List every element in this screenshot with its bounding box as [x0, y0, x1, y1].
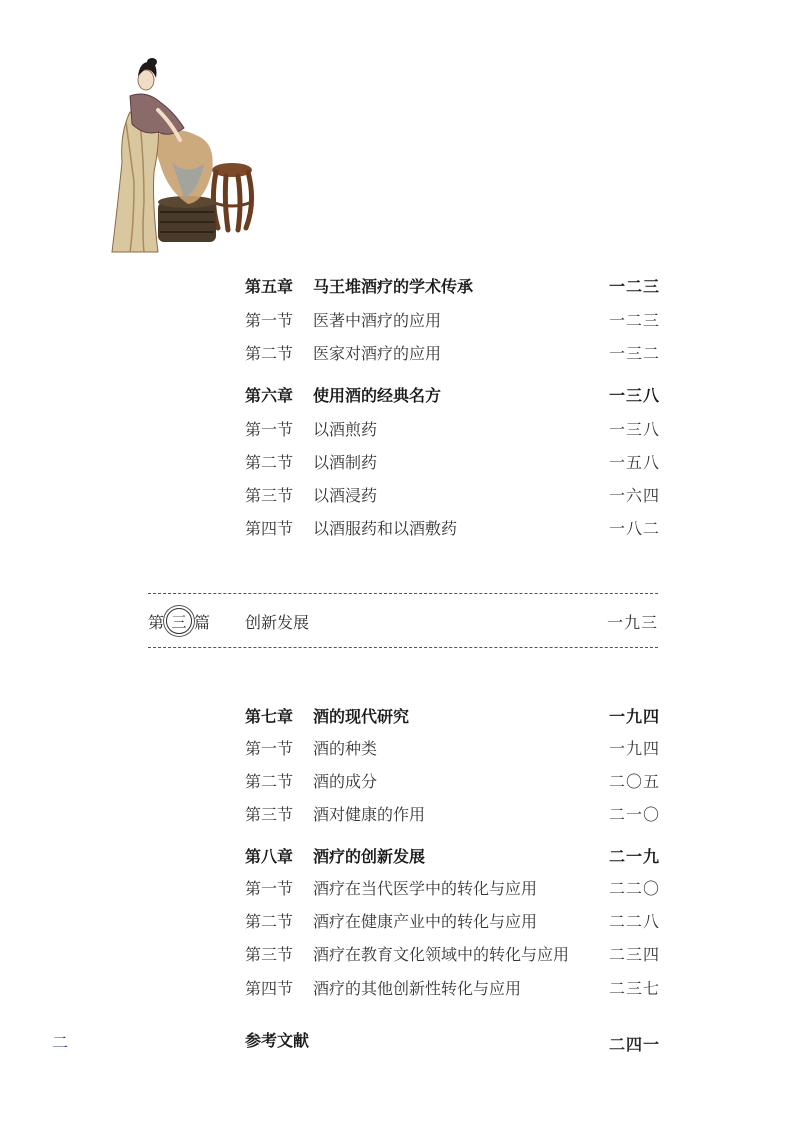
- chapter-title: 酒的现代研究: [313, 707, 410, 726]
- chapter-title: 酒疗的创新发展: [313, 847, 426, 866]
- page-number: 一二三: [608, 311, 660, 330]
- page-number: 一三二: [608, 344, 660, 363]
- divider-top: [148, 593, 658, 594]
- section-title: 酒疗在教育文化领域中的转化与应用: [313, 945, 570, 964]
- section-label: 第一节: [245, 739, 294, 758]
- toc-section[interactable]: [245, 737, 660, 761]
- section-title: 医著中酒疗的应用: [313, 311, 442, 330]
- section-label: 第四节: [245, 519, 294, 538]
- references-title[interactable]: 参考文献: [245, 1031, 310, 1050]
- lady-illustration: [100, 52, 260, 257]
- section-title: 酒的种类: [313, 739, 378, 758]
- toc-section[interactable]: [245, 770, 660, 794]
- page-number: 一九三: [606, 612, 658, 632]
- toc-section[interactable]: [245, 517, 660, 541]
- page-number: 一六四: [608, 486, 660, 505]
- toc-section[interactable]: [245, 484, 660, 508]
- part-title: 创新发展: [245, 612, 310, 632]
- chapter-title: 马王堆酒疗的学术传承: [313, 277, 474, 296]
- toc-chapter-6[interactable]: [245, 384, 660, 408]
- toc-section[interactable]: [245, 309, 660, 333]
- chapter-label: 第八章: [245, 847, 294, 866]
- divider-bottom: [148, 647, 658, 648]
- section-title: 医家对酒疗的应用: [313, 344, 442, 363]
- toc-section[interactable]: [245, 451, 660, 475]
- page-number: 二三七: [608, 979, 660, 998]
- chapter-label: 第六章: [245, 386, 294, 405]
- section-title: 酒疗在健康产业中的转化与应用: [313, 912, 538, 931]
- page-number: 一三八: [608, 420, 660, 439]
- chapter-label: 第五章: [245, 277, 294, 296]
- section-label: 第三节: [245, 486, 294, 505]
- section-label: 第一节: [245, 879, 294, 898]
- toc-section[interactable]: [245, 418, 660, 442]
- chapter-label: 第七章: [245, 707, 294, 726]
- section-label: 第三节: [245, 945, 294, 964]
- page-number: 二一〇: [608, 805, 660, 824]
- section-label: 第二节: [245, 772, 294, 791]
- section-title: 酒的成分: [313, 772, 378, 791]
- page-number: 二二〇: [608, 879, 660, 898]
- page-number: 二〇五: [608, 772, 660, 791]
- toc-section[interactable]: [245, 943, 660, 967]
- section-title: 以酒煎药: [313, 420, 378, 439]
- wooden-stool: [212, 163, 252, 230]
- section-label: 第二节: [245, 344, 294, 363]
- references-page-number: 二四一: [608, 1035, 660, 1054]
- part-prefix: 第: [148, 612, 165, 632]
- page-number: 二三四: [608, 945, 660, 964]
- page-number: 一五八: [608, 453, 660, 472]
- page-number: 二一九: [608, 847, 660, 866]
- section-title: 以酒制药: [313, 453, 378, 472]
- part-suffix: 篇: [194, 612, 211, 632]
- section-title: 以酒服药和以酒敷药: [313, 519, 458, 538]
- page-number: 一二三: [608, 277, 660, 296]
- page-number: 一九四: [608, 739, 660, 758]
- toc-section[interactable]: [245, 977, 660, 1001]
- part-label: [148, 608, 245, 634]
- part-number-circle: 三: [166, 608, 192, 634]
- section-title: 酒对健康的作用: [313, 805, 426, 824]
- section-label: 第二节: [245, 912, 294, 931]
- toc-section[interactable]: [245, 910, 660, 934]
- toc-chapter-8[interactable]: [245, 845, 660, 869]
- folio-page-number: 二: [52, 1033, 69, 1052]
- section-label: 第一节: [245, 420, 294, 439]
- section-label: 第二节: [245, 453, 294, 472]
- toc-chapter-5[interactable]: [245, 275, 660, 299]
- toc-part-3[interactable]: [148, 608, 658, 634]
- page-number: 一八二: [608, 519, 660, 538]
- page-number: 一三八: [608, 386, 660, 405]
- page-number: 二二八: [608, 912, 660, 931]
- toc-chapter-7[interactable]: [245, 705, 660, 729]
- toc-section[interactable]: [245, 803, 660, 827]
- section-title: 酒疗的其他创新性转化与应用: [313, 979, 522, 998]
- toc-section[interactable]: [245, 877, 660, 901]
- section-label: 第三节: [245, 805, 294, 824]
- section-title: 酒疗在当代医学中的转化与应用: [313, 879, 538, 898]
- toc-section[interactable]: [245, 342, 660, 366]
- section-title: 以酒浸药: [313, 486, 378, 505]
- section-label: 第四节: [245, 979, 294, 998]
- page-number: 一九四: [608, 707, 660, 726]
- section-label: 第一节: [245, 311, 294, 330]
- chapter-title: 使用酒的经典名方: [313, 386, 442, 405]
